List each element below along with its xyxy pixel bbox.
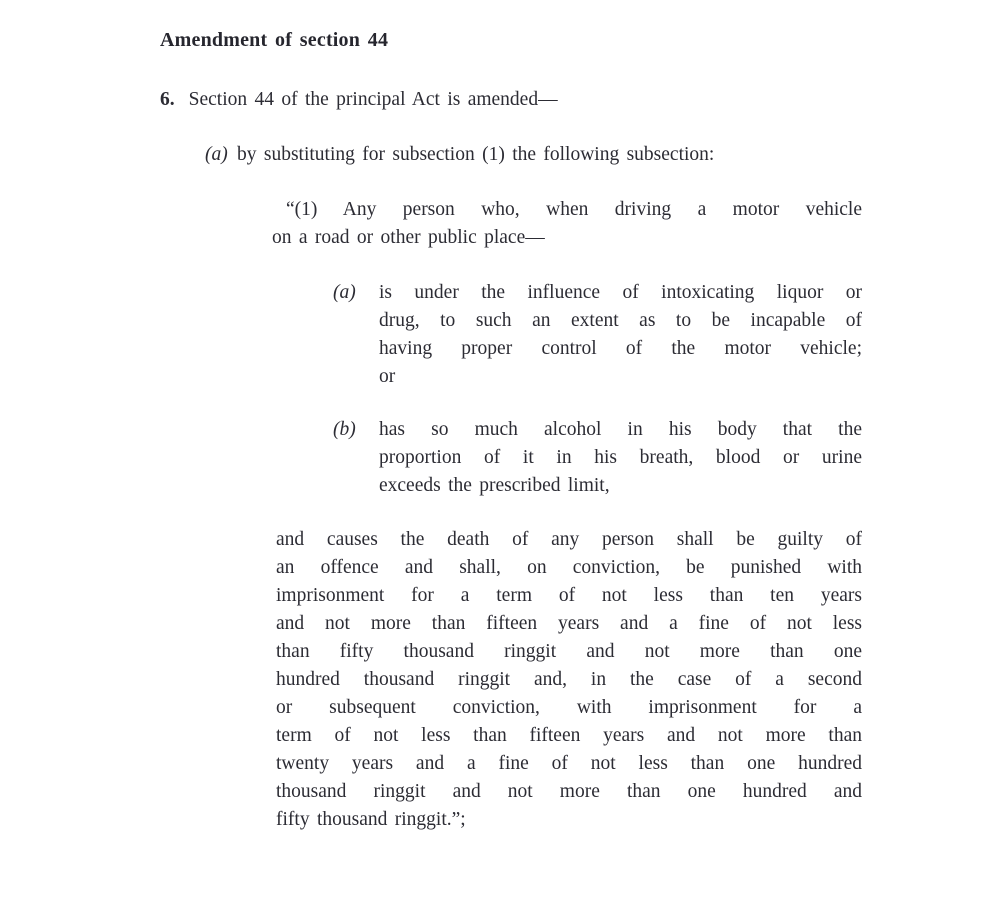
clause-a [205, 141, 862, 169]
text-line: on a road or other public place— [272, 227, 545, 248]
text-line: or [379, 366, 396, 387]
text-line: an offence and shall, on conviction, be punished with [276, 557, 862, 578]
text-line: proportion of it in his breath, blood or urine [379, 447, 862, 468]
text-line: and causes the death of any person shall be guilty of [276, 529, 862, 550]
text-line: or subsequent conviction, with imprisonment for a [276, 697, 862, 718]
subsection-closing-paragraph [276, 526, 862, 834]
text-line: having proper control of the motor vehicle; [379, 338, 862, 359]
text-line: term of not less than fifteen years and not more than [276, 725, 862, 746]
paragraph-b-text [379, 416, 862, 500]
text-line: drug, to such an extent as to be incapable of [379, 310, 862, 331]
text-line: “(1) Any person who, when driving a motor vehicle [286, 199, 862, 220]
paragraph-b-marker: (b) [333, 419, 356, 440]
section-text: Section 44 of the principal Act is amended— [188, 89, 558, 110]
text-line: twenty years and a fine of not less than one hundred [276, 753, 862, 774]
section-number: 6. [160, 89, 175, 110]
paragraph-a-marker: (a) [333, 282, 356, 303]
section-heading: Amendment of section 44 [160, 29, 389, 51]
subsection-intro [272, 196, 862, 252]
text-line: thousand ringgit and not more than one hundred and [276, 781, 862, 802]
subsection-paragraph-a [333, 279, 862, 391]
text-line: is under the influence of intoxicating liquor or [379, 282, 862, 303]
text-line: exceeds the prescribed limit, [379, 475, 610, 496]
text-line: than fifty thousand ringgit and not more than one [276, 641, 862, 662]
text-line: imprisonment for a term of not less than ten years [276, 585, 862, 606]
clause-a-text: by substituting for subsection (1) the following subsection: [237, 144, 715, 165]
paragraph-a-text [379, 279, 862, 391]
section-6-paragraph [160, 86, 862, 114]
text-line: hundred thousand ringgit and, in the case of a second [276, 669, 862, 690]
text-line: and not more than fifteen years and a fine of not less [276, 613, 862, 634]
clause-a-marker: (a) [205, 144, 228, 165]
text-line: fifty thousand ringgit.”; [276, 809, 466, 830]
text-line: has so much alcohol in his body that the [379, 419, 862, 440]
subsection-paragraph-b [333, 416, 862, 500]
